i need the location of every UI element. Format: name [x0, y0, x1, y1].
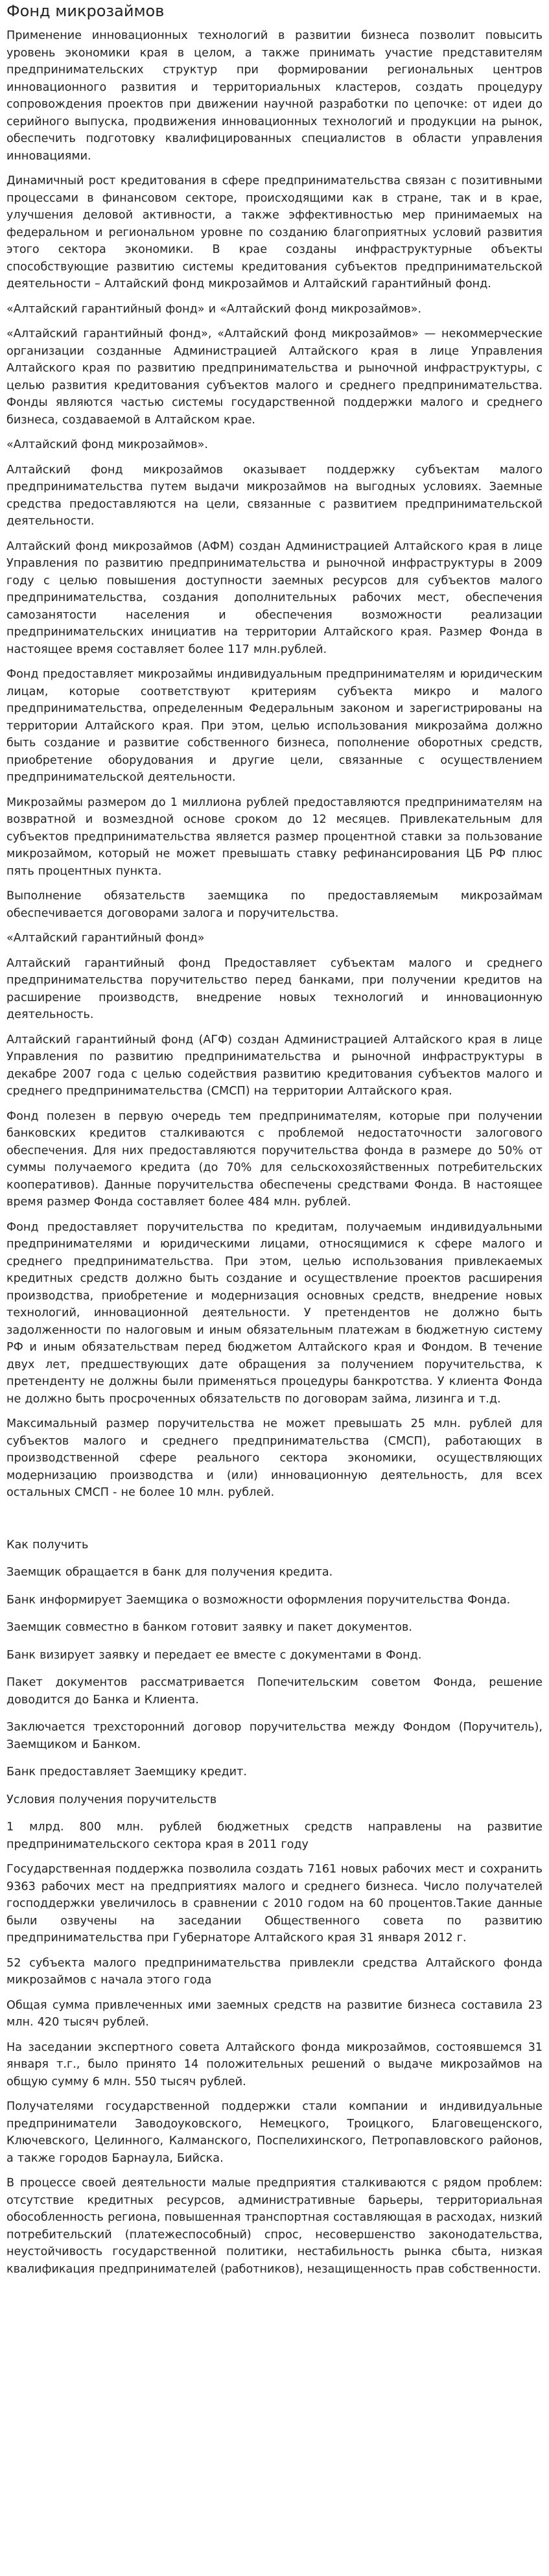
- paragraph: Динамичный рост кредитования в сфере предпринимательства связан с позитивными процессами в финансовом секторе, происходящими как в стране, так и в крае, улучшения деловой активности, а также эффективностью мер принимаемых на федеральном и региональном уровне по созданию благоприятных условий развития этого сектора экономики. В крае созданы инфраструктурные объекты способствующие развитию системы кредитования субъектов предпринимательской деятельности – Алтайский фонд микрозаймов и Алтайский гарантийный фонд.: [6, 174, 543, 290]
- paragraph: Алтайский фонд микрозаймов оказывает поддержку субъектам малого предпринимательства путем выдачи микрозаймов на выгодных условиях. Заемные средства предоставляются на цели, связанные с развитием предпринимательской деятельности.: [6, 463, 543, 528]
- paragraph: Фонд предоставляет микрозаймы индивидуальным предпринимателям и юридическим лицам, которые соответствуют критериям субъекта микро и малого предпринимательства, определенным Федеральным законом и зарегистрированы на территории Алтайского края. При этом, целью использования микрозайма должно быть создание и развитие собственного бизнеса, пополнение оборотных средств, приобретение оборудования и другие цели, связанные с осуществлением предпринимательской деятельности.: [6, 668, 543, 784]
- paragraph: Алтайский гарантийный фонд Предоставляет субъектам малого и среднего предпринимательства поручительство перед банками, при получении кредитов на расширение производств, внедрение новых технологий и инновационную деятельность.: [6, 956, 543, 1021]
- paragraph: Банк предоставляет Заемщику кредит.: [6, 1766, 247, 1778]
- paragraph: Пакет документов рассматривается Попечительским советом Фонда, решение доводится до Банка и Клиента.: [6, 1676, 543, 1707]
- section-heading: Как получить: [6, 1538, 89, 1552]
- paragraph: Фонд предоставляет поручительства по кредитам, получаемым индивидуальными предпринимателями и юридическими лицами, относящимися к сфере малого и среднего предпринимательства. При этом, целью использования привлекаемых кредитных средств должно быть создание и осуществление проектов расширения производства, приобретение и модернизация основных средств, внедрение новых технологий, инновационной деятельности. У претендентов не должно быть задолженности по налоговым и иным обязательным платежам в бюджетную систему РФ и иным обязательствам перед бюджетом Алтайского края и Фондом. В течение двух лет, предшествующих дате обращения за получением поручительства, к претенденту не должны были применяться процедуры банкротства. У клиента Фонда не должно быть просроченных обязательств по договорам займа, лизинга и т.д.: [6, 1220, 543, 1406]
- paragraph: Получателями государственной поддержки стали компании и индивидуальные предприниматели Заводоуковского, Немецкого, Троицкого, Благовещенского, Ключевского, Целинного, Калманского, Поспелихинского, Петропавловского районов, а также городов Барнаула, Бийска.: [6, 2100, 543, 2165]
- paragraph: На заседании экспертного совета Алтайского фонда микрозаймов, состоявшемся 31 января т.г., было принято 14 положительных решений о выдаче микрозаймов на общую сумму 6 млн. 550 тысяч рублей.: [6, 2040, 543, 2088]
- section-spacer: [6, 1509, 543, 1537]
- paragraph: 52 субъекта малого предпринимательства привлекли средства Алтайского фонда микрозаймов с начала этого года: [6, 1956, 543, 1987]
- paragraph: Банк информирует Заемщика о возможности оформления поручительства Фонда.: [6, 1593, 511, 1607]
- paragraph: Заемщик совместно в банком готовит заявку и пакет документов.: [6, 1621, 412, 1634]
- paragraph: Банк визирует заявку и передает ее вместе с документами в Фонд.: [6, 1648, 422, 1662]
- paragraph: Государственная поддержка позволила создать 7161 новых рабочих мест и сохранить 9363 рабочих мест на предприятиях малого и среднего бизнеса. Число получателей господдержки увеличилось в сравнении с 2010 годом на 60 процентов.Такие данные были озвучены на заседании Общественного совета по развитию предпринимательства при Губернаторе Алтайского края 31 января 2012 г.: [6, 1863, 543, 1944]
- paragraph: Применение инновационных технологий в развитии бизнеса позволит повысить уровень экономики края в целом, а также принимать участие представителям предпринимательских структур при формировании региональных центров инновационного развития и территориальных кластеров, создать процедуру сопровождения проектов при движении научной разработки по цепочке: от идеи до серийного выпуска, продвижения инновационных технологий и продукции на рынок, обеспечить подготовку квалифицированных специалистов в области управления инновациями.: [6, 29, 543, 163]
- paragraph: Алтайский гарантийный фонд (АГФ) создан Администрацией Алтайского края в лице Управления по развитию предпринимательства и рыночной инфраструктуры в декабре 2007 года с целью содействия развитию кредитования субъектов малого и среднего предпринимательства (СМСП) на территории Алтайского края.: [6, 1033, 543, 1098]
- paragraph: Выполнение обязательств заемщика по предоставляемым микрозаймам обеспечивается договорами залога и поручительства.: [6, 890, 543, 920]
- section-heading: Условия получения поручительств: [6, 1793, 217, 1806]
- paragraph: «Алтайский гарантийный фонд», «Алтайский фонд микрозаймов» — некоммерческие организации созданные Администрацией Алтайского края в лице Управления Алтайского края по развитию предпринимательства и рыночной инфраструктуры, с целью развития кредитования субъектов малого и среднего предпринимательства. Фонды являются частью системы государственной поддержки малого и среднего бизнеса, создаваемой в Алтайском крае.: [6, 327, 543, 427]
- paragraph: Алтайский фонд микрозаймов (АФМ) создан Администрацией Алтайского края в лице Управления по развитию предпринимательства и рыночной инфраструктуры в 2009 году с целью повышения доступности заемных ресурсов для субъектов малого предпринимательства, создания дополнительных рабочих мест, обеспечения самозанятости населения и обеспечения возможности реализации предпринимательских инициатив на территории Алтайского края. Размер Фонда в настоящее время составляет более 117 млн.рублей.: [6, 539, 543, 656]
- paragraph: 1 млрд. 800 млн. рублей бюджетных средств направлены на развитие предпринимательского сектора края в 2011 году: [6, 1821, 543, 1851]
- paragraph: «Алтайский фонд микрозаймов».: [6, 438, 208, 451]
- page-title: Фонд микрозаймов: [6, 2, 165, 20]
- paragraph: Микрозаймы размером до 1 миллиона рублей предоставляются предпринимателям на возвратной и возмездной основе сроком до 12 месяцев. Привлекательным для субъектов предпринимательства является размер процентной ставки за пользование микрозаймом, который не может превышать ставку рефинансирования ЦБ РФ плюс пять процентных пункта.: [6, 796, 543, 878]
- paragraph: Общая сумма привлеченных ими заемных средств на развитие бизнеса составила 23 млн. 420 тысяч рублей.: [6, 1998, 543, 2029]
- paragraph: Заемщик обращается в банк для получения кредита.: [6, 1566, 333, 1579]
- paragraph: «Алтайский гарантийный фонд» и «Алтайский фонд микрозаймов».: [6, 302, 422, 316]
- paragraph: Максимальный размер поручительства не может превышать 25 млн. рублей для субъектов малого и среднего предпринимательства (СМСП), работающих в производственной сфере реального сектора экономики, осуществляющих модернизацию производства и (или) инновационную деятельность, для всех остальных СМСП - не более 10 млн. рублей.: [6, 1417, 543, 1499]
- paragraph: Заключается трехсторонний договор поручительства между Фондом (Поручитель), Заемщиком и Банком.: [6, 1721, 543, 1751]
- paragraph: «Алтайский гарантийный фонд»: [6, 932, 205, 945]
- paragraph: В процессе своей деятельности малые предприятия сталкиваются с рядом проблем: отсутствие кредитных ресурсов, административные барьеры, территориальная обособленность региона, повышенная транспортная составляющая в расходах, низкий потребительский (платежеспособный) спрос, несовершенство законодательства, неустойчивость государственной политики, нестабильность рынка сбыта, низкая квалификация предпринимателей (работников), незащищенность прав собственности.: [6, 2177, 543, 2276]
- paragraph: Фонд полезен в первую очередь тем предпринимателям, которые при получении банковских кредитов сталкиваются с проблемой недостаточности залогового обеспечения. Для них предоставляются поручительства фонда в размере до 50% от суммы получаемого кредита (до 70% для сельскохозяйственных потребительских кооперативов). Данные поручительства обеспечены средствами Фонда. В настоящее время размер Фонда составляет более 484 млн. рублей.: [6, 1109, 543, 1209]
